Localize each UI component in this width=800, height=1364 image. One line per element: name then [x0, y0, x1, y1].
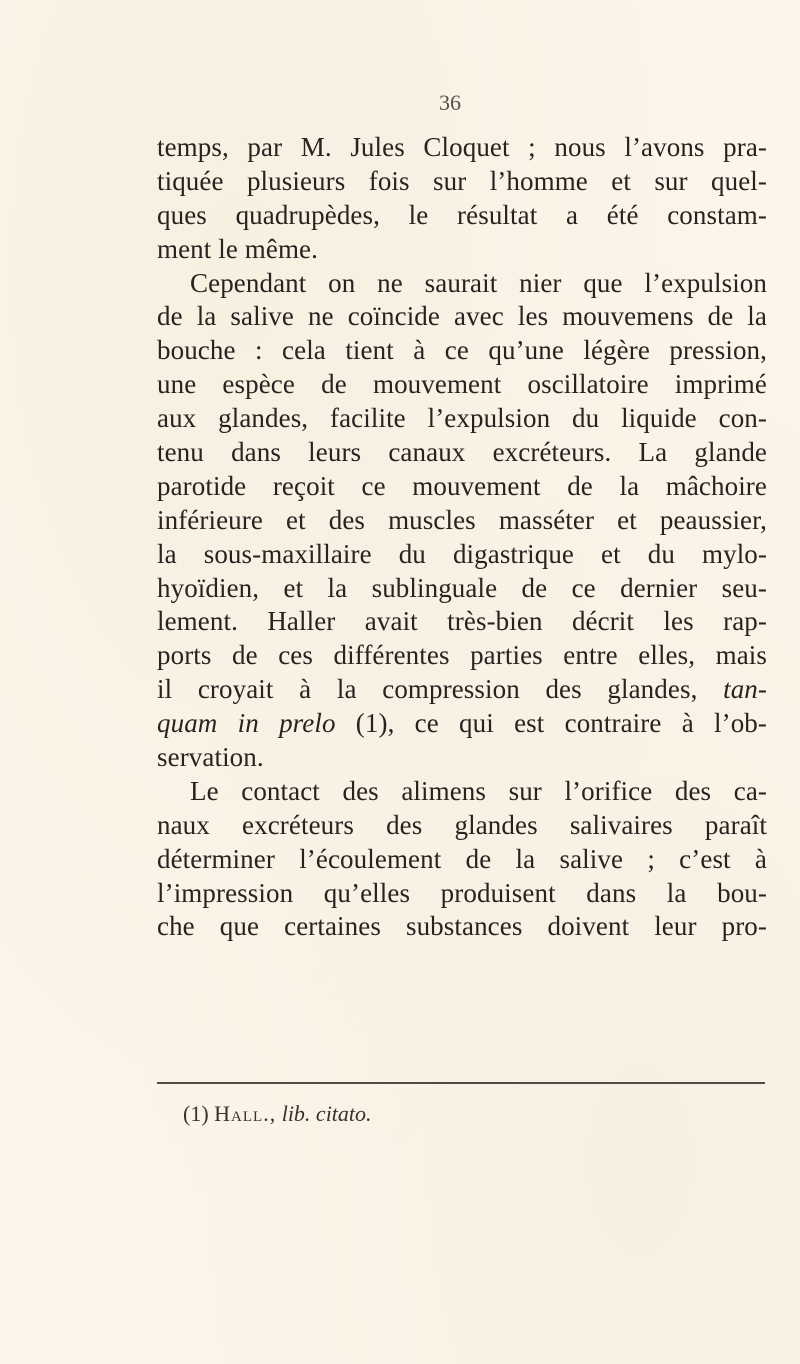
text-line: une espèce de mouvement oscillatoire imprimé	[157, 369, 767, 400]
body-text	[157, 131, 767, 944]
text-line	[157, 673, 767, 707]
text-line: aux glandes, facilite l’expulsion du liquide con-	[157, 403, 767, 434]
text-line: la sous-maxillaire du digastrique et du mylo-	[157, 538, 767, 569]
text-line: che que certaines substances doivent leur pro-	[157, 911, 767, 942]
footnote-author: Hall.,	[214, 1101, 277, 1126]
text-line: temps, par M. Jules Cloquet ; nous l’avons pra-	[157, 132, 767, 162]
footnote-divider	[157, 1082, 765, 1084]
text-line: naux excréteurs des glandes salivaires paraît	[157, 809, 767, 840]
text-line: bouche : cela tient à ce qu’une légère pression,	[157, 335, 767, 366]
italic-latin-quote: quam in prelo	[157, 708, 336, 739]
text-line: déterminer l’écoulement de la salive ; c’est à	[157, 843, 767, 874]
italic-latin-quote: tan-	[723, 674, 767, 705]
text-line	[157, 707, 767, 741]
footnote-reference-segment: (1), ce qui est contraire à l’ob-	[355, 708, 767, 739]
text-line: ques quadrupèdes, le résultat a été constam-	[157, 199, 767, 230]
text-line: l’impression qu’elles produisent dans la bou-	[157, 877, 767, 908]
text-line: ment le même.	[157, 233, 318, 264]
footnote-reference: lib. citato.	[281, 1101, 372, 1126]
text-segment: il croyait à la compression des glandes,	[157, 674, 698, 705]
text-line: hyoïdien, et la sublinguale de ce dernier seu-	[157, 572, 767, 603]
text-line: tiquée plusieurs fois sur l’homme et sur quel-	[157, 165, 767, 196]
footnote-marker: (1)	[183, 1101, 209, 1126]
paragraph-start-line: Le contact des alimens sur l’orifice des ca-	[190, 775, 767, 806]
text-line: ports de ces différentes parties entre elles, mais	[157, 640, 767, 671]
paragraph-start-line: Cependant on ne saurait nier que l’expulsion	[190, 267, 767, 298]
text-line: de la salive ne coïncide avec les mouvemens de la	[157, 301, 767, 332]
text-line: lement. Haller avait très-bien décrit les rap-	[157, 606, 767, 637]
page-number: 36	[439, 90, 461, 115]
text-line: servation.	[157, 742, 264, 773]
footnote	[183, 1101, 372, 1127]
text-line: parotide reçoit ce mouvement de la mâchoire	[157, 470, 767, 501]
text-line: tenu dans leurs canaux excréteurs. La glande	[157, 437, 767, 468]
text-line: inférieure et des muscles masséter et peaussier,	[157, 504, 767, 535]
